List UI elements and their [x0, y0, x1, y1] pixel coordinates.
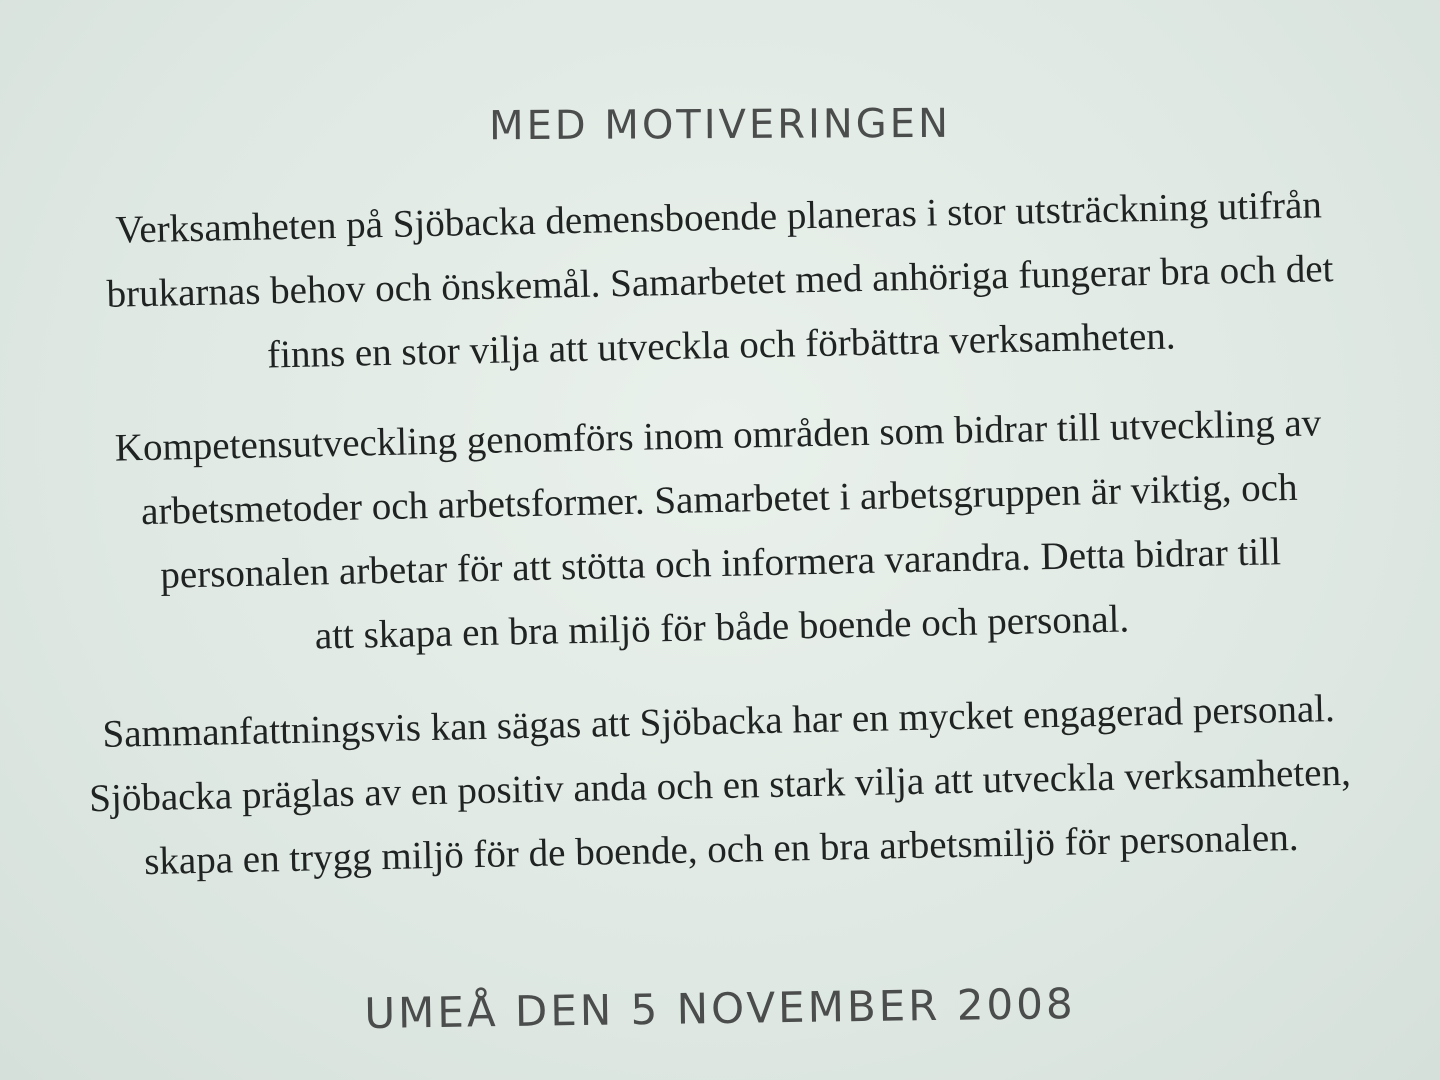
- paragraph-line: finns en stor vilja att utveckla och förbättra verksamheten.: [266, 314, 1176, 377]
- date-footer: UMEÅ DEN 5 NOVEMBER 2008: [364, 979, 1076, 1038]
- document-heading: MED MOTIVERINGEN: [488, 100, 952, 150]
- paragraph-line: skapa en trygg miljö för de boende, och en bra arbetsmiljö för personalen.: [143, 815, 1299, 884]
- paragraph-line: brukarnas behov och önskemål. Samarbetet med anhöriga fungerar bra och det: [106, 247, 1334, 316]
- paragraph-line: att skapa en bra miljö för både boende och personal.: [314, 597, 1130, 658]
- paragraph-1: [58, 172, 1382, 392]
- paragraph-3: [58, 676, 1382, 896]
- paragraph-line: Verksamheten på Sjöbacka demensboende planeras i stor utsträckning utifrån: [115, 183, 1323, 252]
- paragraph-2: [57, 390, 1382, 674]
- paragraph-line: personalen arbetar för att stötta och informera varandra. Detta bidrar till: [159, 530, 1282, 597]
- paragraph-line: Sammanfattningsvis kan sägas att Sjöbacka har en mycket engagerad personal.: [102, 687, 1336, 756]
- paragraph-line: arbetsmetoder och arbetsformer. Samarbetet i arbetsgruppen är viktig, och: [140, 465, 1298, 534]
- paragraph-line: Kompetensutveckling genomförs inom områden som bidrar till utveckling av: [114, 401, 1322, 470]
- paragraph-line: Sjöbacka präglas av en positiv anda och en stark vilja att utveckla verksamheten,: [88, 750, 1352, 821]
